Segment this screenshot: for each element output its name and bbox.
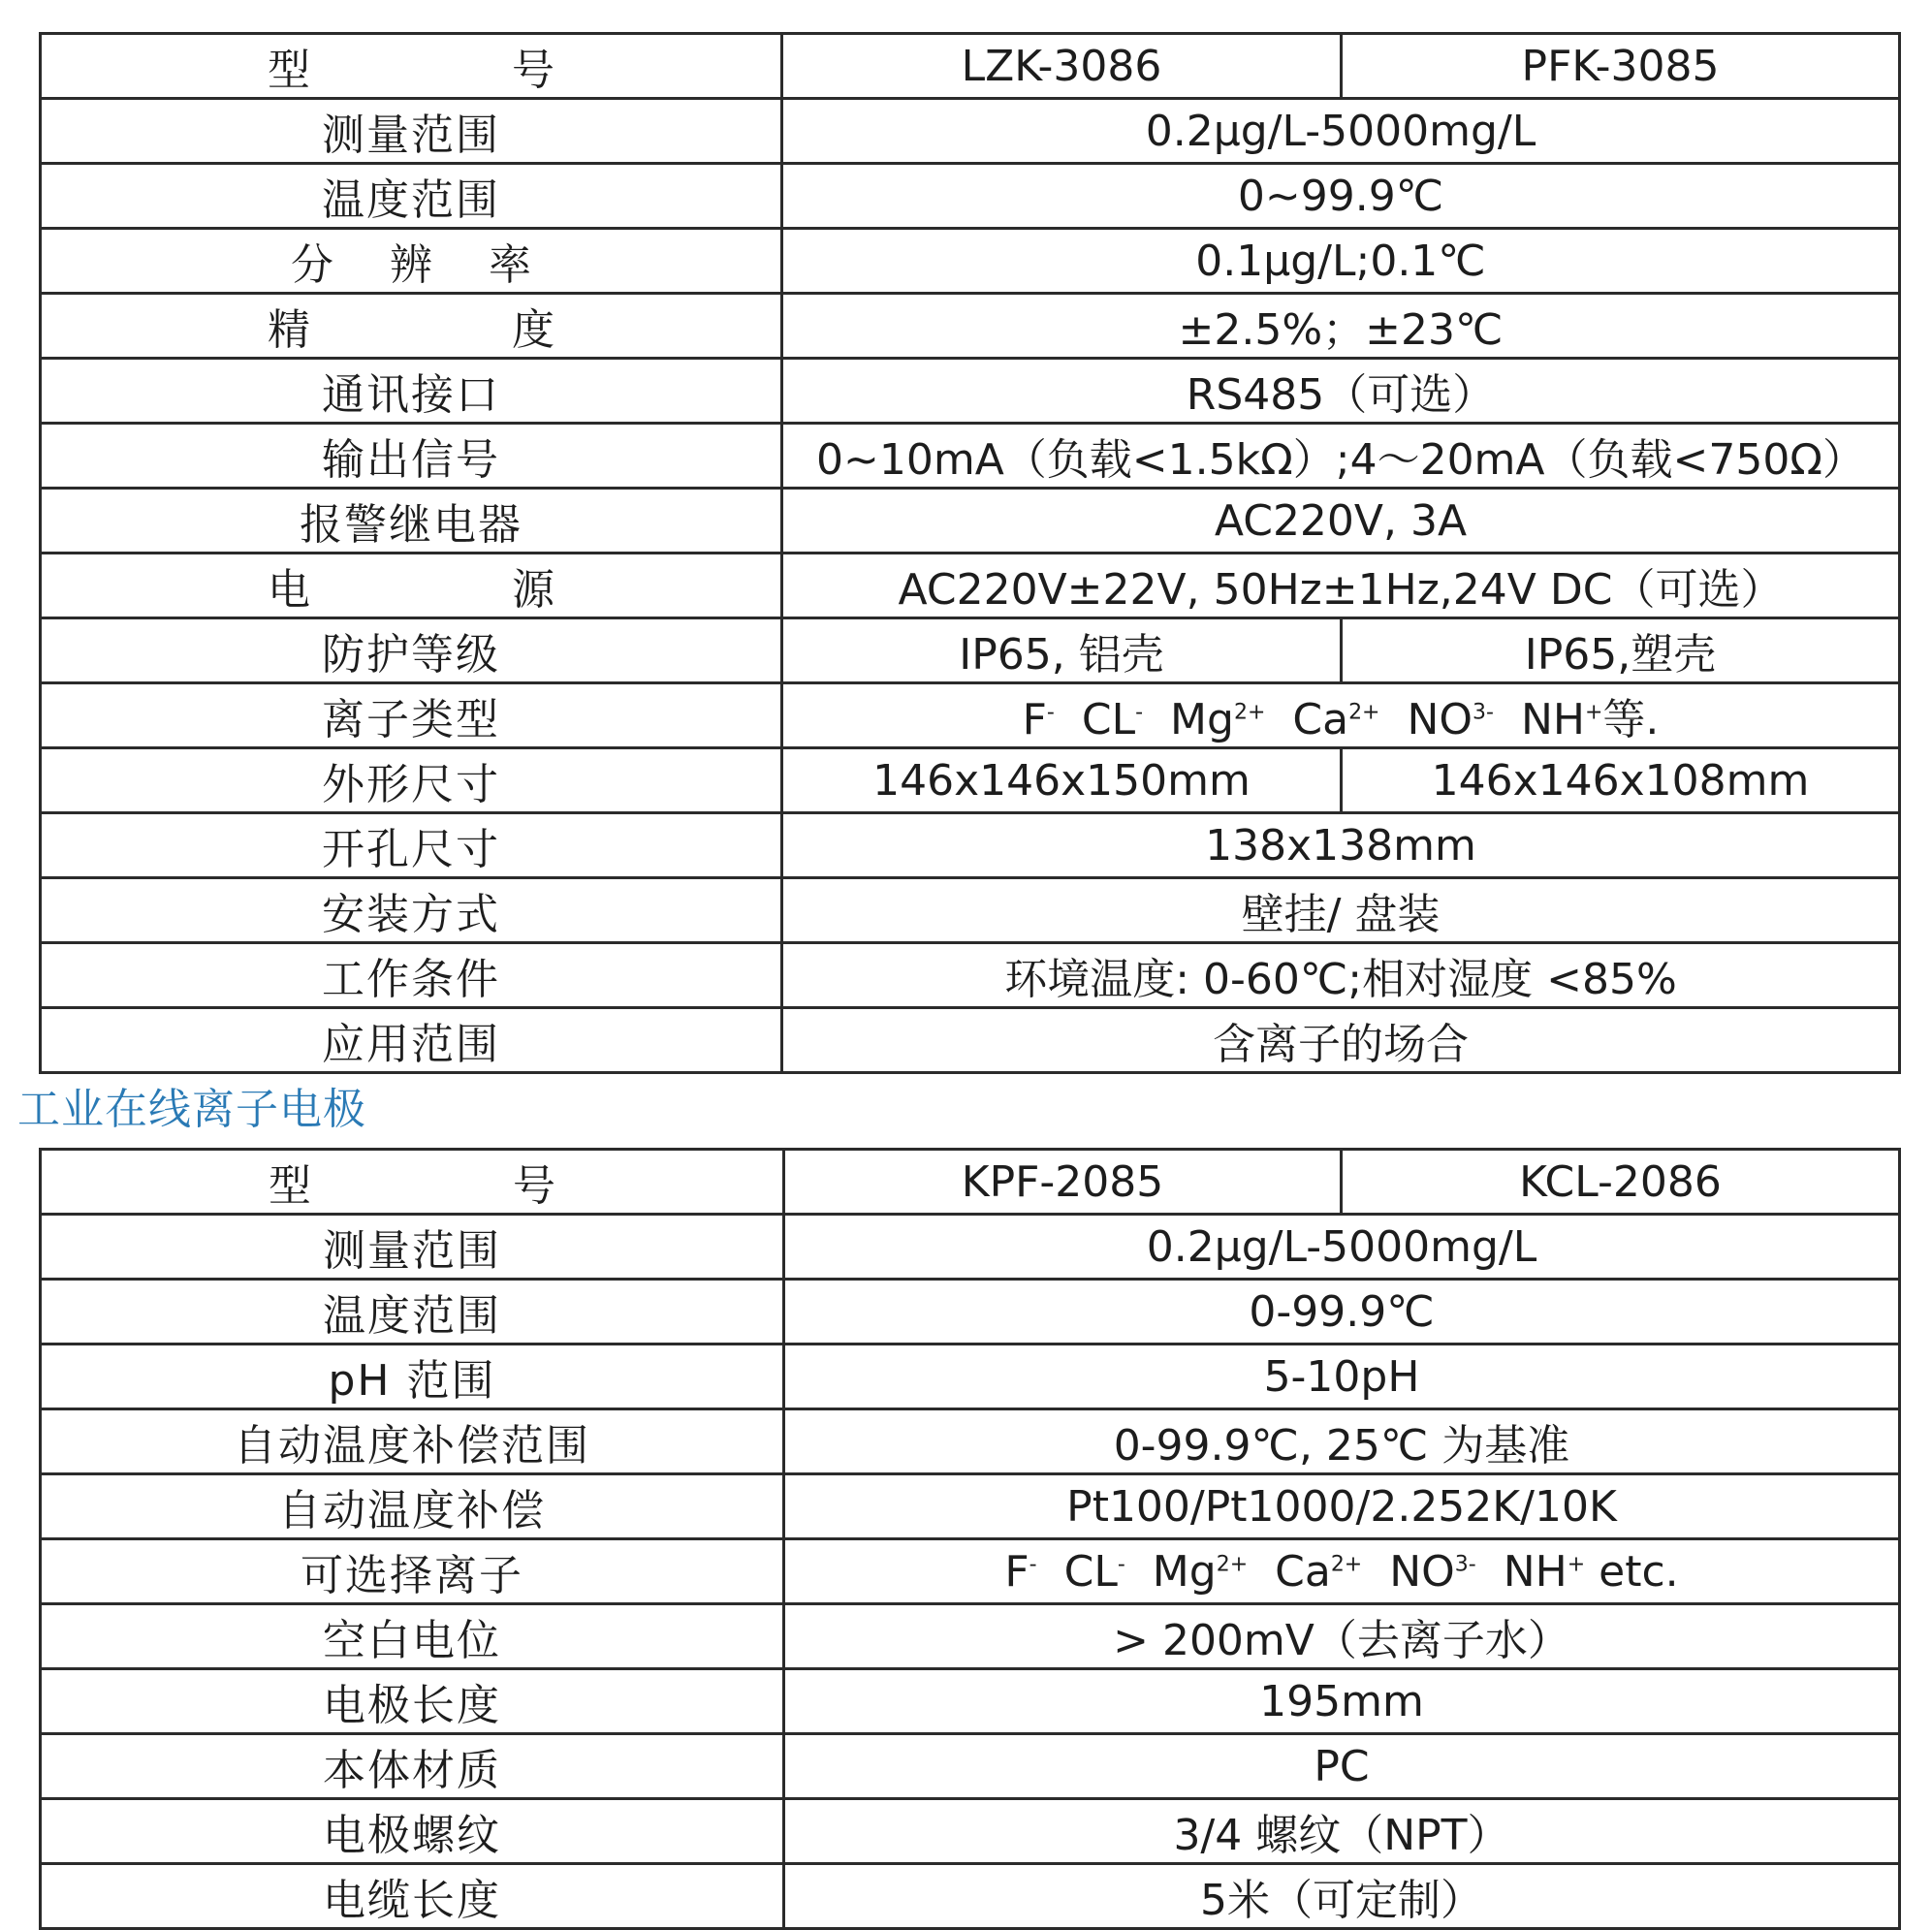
row-value: 146x146x150mm xyxy=(782,748,1342,813)
ion-charge: - xyxy=(1029,1551,1037,1576)
table-row xyxy=(41,554,1900,618)
table-row xyxy=(41,1799,1900,1864)
row-label: 电 源 xyxy=(41,554,782,618)
row-label: 离子类型 xyxy=(41,683,782,748)
ion-symbol: NO xyxy=(1389,1546,1455,1597)
row-value: 0-99.9℃, 25℃ 为基准 xyxy=(784,1409,1900,1474)
model-name: LZK-3086 xyxy=(782,34,1342,99)
table-row xyxy=(41,748,1900,813)
row-value: 146x146x108mm xyxy=(1342,748,1900,813)
ion-symbol: F xyxy=(1022,695,1047,744)
row-label: 可选择离子 xyxy=(41,1539,784,1604)
ion-charge: 2+ xyxy=(1216,1551,1249,1576)
row-label: 工作条件 xyxy=(41,943,782,1008)
ion-symbol: CL xyxy=(1063,1546,1118,1597)
row-label: 外形尺寸 xyxy=(41,748,782,813)
ion-charge: 2+ xyxy=(1348,700,1380,725)
ion-symbol: Ca xyxy=(1275,1546,1331,1597)
row-label: 电极螺纹 xyxy=(41,1799,784,1864)
table-row xyxy=(41,1669,1900,1734)
row-label: 测量范围 xyxy=(41,99,782,164)
row-label: 本体材质 xyxy=(41,1734,784,1799)
ion-symbol: Ca xyxy=(1292,695,1349,744)
table-row xyxy=(41,294,1900,359)
table-row xyxy=(41,878,1900,943)
row-value: IP65, 铝壳 xyxy=(782,618,1342,683)
ion-list-suffix: 等. xyxy=(1602,695,1660,744)
table-row xyxy=(41,1474,1900,1539)
row-value: 5-10pH xyxy=(784,1345,1900,1409)
row-label: 自动温度补偿范围 xyxy=(41,1409,784,1474)
table-row xyxy=(41,1008,1900,1073)
row-label: 电极长度 xyxy=(41,1669,784,1734)
table-row xyxy=(41,1604,1900,1669)
table-row xyxy=(41,99,1900,164)
row-label: 分 辨 率 xyxy=(41,229,782,294)
table-row xyxy=(41,618,1900,683)
ion-charge: 3- xyxy=(1473,700,1494,725)
ion-symbol: Mg xyxy=(1152,1546,1217,1597)
ion-symbol: Mg xyxy=(1170,695,1234,744)
ion-symbol: NH xyxy=(1520,695,1585,744)
row-value: PC xyxy=(784,1734,1900,1799)
table-row xyxy=(41,1409,1900,1474)
ion-charge: - xyxy=(1046,700,1055,725)
ion-charge: + xyxy=(1584,700,1603,725)
spec-table-electrode xyxy=(39,1148,1901,1930)
row-value: 0.1μg/L;0.1℃ xyxy=(782,229,1900,294)
ion-charge: 2+ xyxy=(1330,1551,1363,1576)
ion-symbol: NO xyxy=(1407,695,1473,744)
row-value: > 200mV（去离子水） xyxy=(784,1604,1900,1669)
row-value: 138x138mm xyxy=(782,813,1900,878)
table-row xyxy=(41,1539,1900,1604)
row-label: 温度范围 xyxy=(41,164,782,229)
ion-list xyxy=(782,683,1900,748)
row-label: 温度范围 xyxy=(41,1280,784,1345)
ion-charge: 3- xyxy=(1454,1551,1476,1576)
row-label: 自动温度补偿 xyxy=(41,1474,784,1539)
ion-list-suffix: etc. xyxy=(1599,1546,1679,1597)
row-value: 0-99.9℃ xyxy=(784,1280,1900,1345)
section-title: 工业在线离子电极 xyxy=(17,1085,366,1134)
row-value: 5米（可定制） xyxy=(784,1864,1900,1929)
row-value: 壁挂/ 盘装 xyxy=(782,878,1900,943)
row-value: 0.2μg/L-5000mg/L xyxy=(784,1215,1900,1280)
ion-symbol: NH xyxy=(1503,1546,1568,1597)
model-name: KCL-2086 xyxy=(1342,1150,1900,1215)
ion-symbol: F xyxy=(1004,1546,1029,1597)
row-label: 测量范围 xyxy=(41,1215,784,1280)
row-label: 型 号 xyxy=(41,34,782,99)
table-row xyxy=(41,813,1900,878)
row-value: AC220V±22V, 50Hz±1Hz,24V DC（可选） xyxy=(782,554,1900,618)
model-name: PFK-3085 xyxy=(1342,34,1900,99)
table-row xyxy=(41,229,1900,294)
ion-symbol: CL xyxy=(1081,695,1136,744)
table-row xyxy=(41,943,1900,1008)
row-value: ±2.5%；±23℃ xyxy=(782,294,1900,359)
row-label: pH 范围 xyxy=(41,1345,784,1409)
row-value: 0~99.9℃ xyxy=(782,164,1900,229)
row-value: AC220V, 3A xyxy=(782,489,1900,554)
ion-list xyxy=(784,1539,1900,1604)
row-label: 防护等级 xyxy=(41,618,782,683)
table-row xyxy=(41,1150,1900,1215)
row-value: RS485（可选） xyxy=(782,359,1900,424)
table-row xyxy=(41,1280,1900,1345)
row-label: 型 号 xyxy=(41,1150,784,1215)
row-value: IP65,塑壳 xyxy=(1342,618,1900,683)
table-row xyxy=(41,489,1900,554)
row-label: 空白电位 xyxy=(41,1604,784,1669)
table-row xyxy=(41,683,1900,748)
ion-charge: + xyxy=(1567,1551,1586,1576)
spec-table-transmitter xyxy=(39,32,1901,1074)
table-row xyxy=(41,1215,1900,1280)
table-row xyxy=(41,164,1900,229)
model-name: KPF-2085 xyxy=(784,1150,1342,1215)
row-label: 输出信号 xyxy=(41,424,782,489)
row-label: 精 度 xyxy=(41,294,782,359)
table-row xyxy=(41,34,1900,99)
table-row xyxy=(41,424,1900,489)
table-row xyxy=(41,1864,1900,1929)
row-value: 195mm xyxy=(784,1669,1900,1734)
row-label: 报警继电器 xyxy=(41,489,782,554)
table-row xyxy=(41,1734,1900,1799)
table-row xyxy=(41,1345,1900,1409)
ion-charge: - xyxy=(1117,1551,1125,1576)
ion-charge: 2+ xyxy=(1233,700,1266,725)
row-label: 安装方式 xyxy=(41,878,782,943)
row-value: 0~10mA（负载<1.5kΩ）;4～20mA（负载<750Ω） xyxy=(782,424,1900,489)
table-row xyxy=(41,359,1900,424)
row-label: 通讯接口 xyxy=(41,359,782,424)
ion-charge: - xyxy=(1135,700,1144,725)
row-label: 开孔尺寸 xyxy=(41,813,782,878)
row-label: 应用范围 xyxy=(41,1008,782,1073)
row-value: 0.2μg/L-5000mg/L xyxy=(782,99,1900,164)
row-value: 环境温度: 0-60℃;相对湿度 <85% xyxy=(782,943,1900,1008)
row-label: 电缆长度 xyxy=(41,1864,784,1929)
row-value: Pt100/Pt1000/2.252K/10K xyxy=(784,1474,1900,1539)
row-value: 3/4 螺纹（NPT） xyxy=(784,1799,1900,1864)
row-value: 含离子的场合 xyxy=(782,1008,1900,1073)
